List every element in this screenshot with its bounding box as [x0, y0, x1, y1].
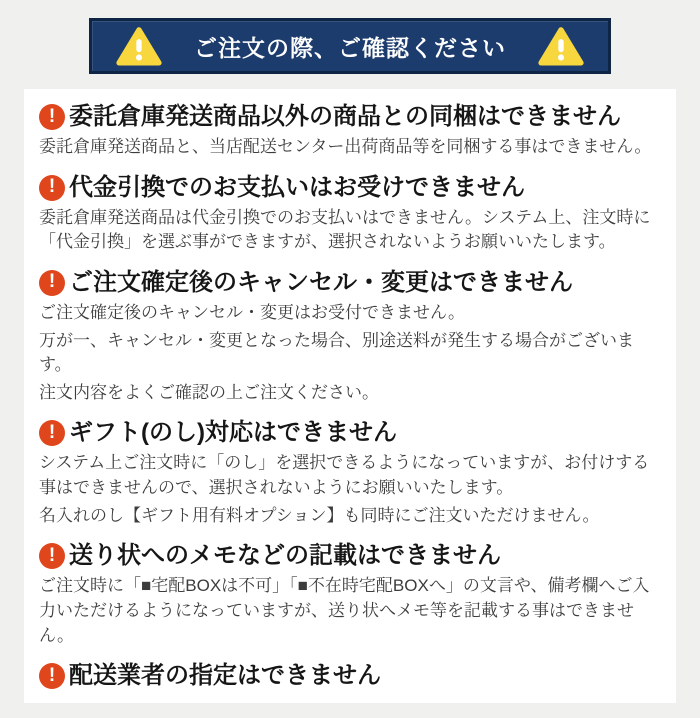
- section-body-text: 万が一、キャンセル・変更となった場合、別途送料が発生する場合がございます。: [39, 330, 634, 375]
- section-no-carrier: [39, 661, 660, 691]
- section-heading: [39, 541, 660, 571]
- alert-circle-icon: !: [39, 420, 65, 446]
- section-heading-text: 代金引換でのお支払いはお受けできません: [69, 173, 525, 201]
- warning-triangle-icon: [538, 26, 584, 66]
- section-heading-text: ギフト(のし)対応はできません: [69, 419, 397, 447]
- section-heading: [39, 661, 660, 691]
- section-no-memo: [39, 541, 660, 648]
- alert-circle-icon: !: [39, 175, 65, 201]
- section-body-text: 委託倉庫発送商品と、当店配送センター出荷商品等を同梱する事はできません。: [39, 137, 652, 156]
- section-heading-text: 配送業者の指定はできません: [69, 662, 381, 690]
- section-heading: [39, 102, 660, 132]
- banner-title: ご注文の際、ご確認ください: [194, 34, 506, 61]
- section-body-text: ご注文時に「■宅配BOXは不可」「■不在時宅配BOXへ」の文言や、備考欄へご入力いただけるようになっていますが、送り状へメモ等を記載する事はできません。: [39, 576, 650, 645]
- section-heading-text: 委託倉庫発送商品以外の商品との同梱はできません: [69, 103, 621, 130]
- section-body-text: システム上ご注文時に「のし」を選択できるようになっていますが、お付けする事はできませんので、選択されないようにお願いいたします。: [39, 453, 650, 498]
- section-no-cod: [39, 173, 660, 255]
- warning-triangle-icon: [116, 26, 162, 66]
- section-body-text: 注文内容をよくご確認の上ご注文ください。: [39, 382, 379, 402]
- section-body-text: 名入れのし【ギフト用有料オプション】も同時にご注文いただけません。: [39, 505, 600, 525]
- section-heading-text: ご注文確定後のキャンセル・変更はできません: [69, 268, 573, 296]
- section-heading: [39, 173, 660, 203]
- alert-circle-icon: !: [39, 104, 65, 130]
- alert-circle-icon: !: [39, 663, 65, 689]
- section-body-text: ご注文確定後のキャンセル・変更はお受付できません。: [39, 302, 466, 322]
- section-heading-text: 送り状へのメモなどの記載はできません: [69, 542, 501, 570]
- section-body-text: 委託倉庫発送商品は代金引換でのお支払いはできません。システム上、注文時に「代金引換」を選ぶ事ができますが、選択されないようお願いいたします。: [39, 207, 651, 252]
- section-heading: [39, 268, 660, 298]
- section-no-bundling: [39, 102, 660, 160]
- section-no-cancel: [39, 268, 660, 406]
- order-confirmation-banner: [89, 18, 611, 74]
- section-no-gift: [39, 418, 660, 528]
- alert-circle-icon: !: [39, 270, 65, 296]
- section-heading: [39, 418, 660, 448]
- notice-card: [24, 89, 676, 703]
- alert-circle-icon: !: [39, 543, 65, 569]
